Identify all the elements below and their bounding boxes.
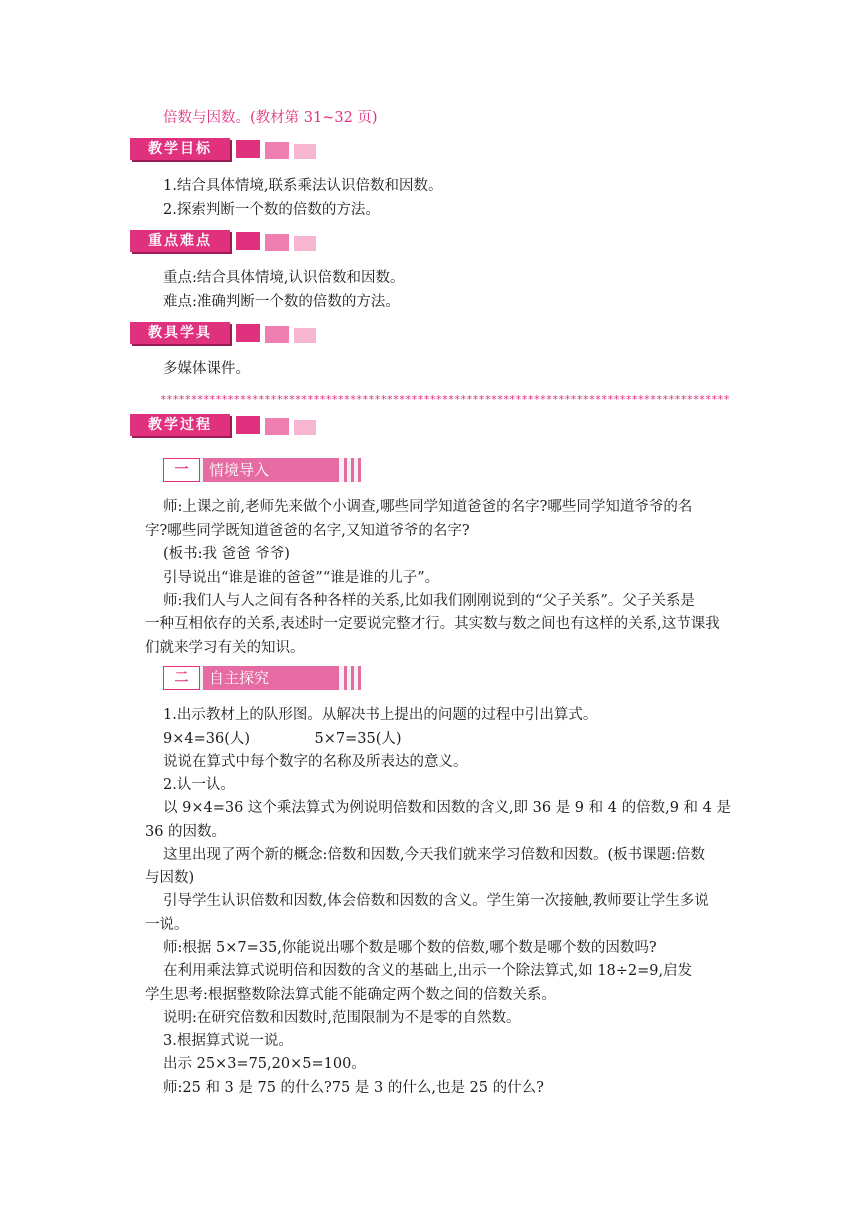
section-title: 自主探究 — [203, 666, 339, 690]
paragraph-line: 师:我们人与人之间有各种各样的关系,比如我们刚刚说到的“父子关系”。父子关系是 — [163, 593, 695, 609]
paragraph-line: 与因数) — [145, 870, 195, 886]
section-explore-banner — [163, 666, 361, 690]
header-goals-label: 教学目标 — [130, 138, 230, 160]
paragraph-line: 师:25 和 3 是 75 的什么?75 是 3 的什么,也是 25 的什么? — [163, 1080, 544, 1096]
paragraph-line: 引导学生认识倍数和因数,体会倍数和因数的含义。学生第一次接触,教师要让学生多说 — [163, 893, 709, 909]
header-decor-square — [294, 420, 316, 435]
section-decor-bar — [358, 666, 361, 690]
header-decor-square — [294, 144, 316, 159]
header-decor-square — [265, 326, 289, 343]
star-separator: ********************************************************************************************* — [160, 393, 730, 406]
paragraph-line: 出示 25×3=75,20×5=100。 — [163, 1056, 366, 1072]
header-decor-square — [265, 418, 289, 435]
key-point-item: 难点:准确判断一个数的倍数的方法。 — [163, 294, 400, 310]
paragraph-line: 这里出现了两个新的概念:倍数和因数,今天我们就来学习倍数和因数。(板书课题:倍数 — [163, 847, 706, 863]
section-decor-bar — [344, 666, 347, 690]
header-decor-square — [265, 142, 289, 159]
paragraph-line: 2.认一认。 — [163, 777, 235, 793]
goal-item: 2.探索判断一个数的倍数的方法。 — [163, 202, 380, 218]
paragraph-line: 们就来学习有关的知识。 — [145, 640, 305, 656]
equation-line: 9×4=36(人) 5×7=35(人) — [163, 731, 402, 747]
header-key-points-label: 重点难点 — [130, 230, 230, 252]
section-decor-bar — [344, 458, 347, 482]
key-point-item: 重点:结合具体情境,认识倍数和因数。 — [163, 270, 405, 286]
header-decor-square — [294, 328, 316, 343]
paragraph-line: 引导说出“谁是谁的爸爸”“谁是谁的儿子”。 — [163, 570, 440, 586]
header-decor-square — [236, 416, 260, 434]
section-number: 二 — [163, 666, 200, 690]
paragraph-line: 36 的因数。 — [145, 824, 227, 840]
header-process-label: 教学过程 — [130, 414, 230, 436]
section-title: 情境导入 — [203, 458, 339, 482]
paragraph-line: (板书:我 爸爸 爷爷) — [163, 546, 290, 562]
paragraph-line: 在利用乘法算式说明倍和因数的含义的基础上,出示一个除法算式,如 18÷2=9,启发 — [163, 963, 693, 979]
paragraph-line: 学生思考:根据整数除法算式能不能确定两个数之间的倍数关系。 — [145, 987, 556, 1003]
header-decor-square — [236, 140, 260, 158]
section-number: 一 — [163, 458, 200, 482]
paragraph-line: 说说在算式中每个数字的名称及所表达的意义。 — [163, 754, 468, 770]
section-decor-bar — [351, 458, 354, 482]
paragraph-line: 师:上课之前,老师先来做个小调查,哪些同学知道爸爸的名字?哪些同学知道爷爷的名 — [163, 499, 693, 515]
tools-text: 多媒体课件。 — [163, 361, 250, 377]
paragraph-line: 说明:在研究倍数和因数时,范围限制为不是零的自然数。 — [163, 1010, 521, 1026]
paragraph-line: 字?哪些同学既知道爸爸的名字,又知道爷爷的名字? — [145, 523, 470, 539]
paragraph-line: 3.根据算式说一说。 — [163, 1033, 293, 1049]
header-decor-square — [294, 236, 316, 251]
paragraph-line: 以 9×4=36 这个乘法算式为例说明倍数和因数的含义,即 36 是 9 和 4 的倍数,9 和 4 是 — [163, 800, 731, 816]
header-tools-label: 教具学具 — [130, 322, 230, 344]
paragraph-line: 一种互相依存的关系,表述时一定要说完整才行。其实数与数之间也有这样的关系,这节课我 — [145, 616, 720, 632]
paragraph-line: 师:根据 5×7=35,你能说出哪个数是哪个数的倍数,哪个数是哪个数的因数吗? — [163, 940, 657, 956]
header-decor-square — [236, 324, 260, 342]
goal-item: 1.结合具体情境,联系乘法认识倍数和因数。 — [163, 178, 443, 194]
section-decor-bar — [358, 458, 361, 482]
header-decor-square — [236, 232, 260, 250]
paragraph-line: 一说。 — [145, 917, 189, 933]
header-decor-square — [265, 234, 289, 251]
section-decor-bar — [351, 666, 354, 690]
paragraph-line: 1.出示教材上的队形图。从解决书上提出的问题的过程中引出算式。 — [163, 707, 598, 723]
lesson-title: 倍数与因数。(教材第 31~32 页) — [163, 110, 378, 126]
section-intro-banner — [163, 458, 361, 482]
